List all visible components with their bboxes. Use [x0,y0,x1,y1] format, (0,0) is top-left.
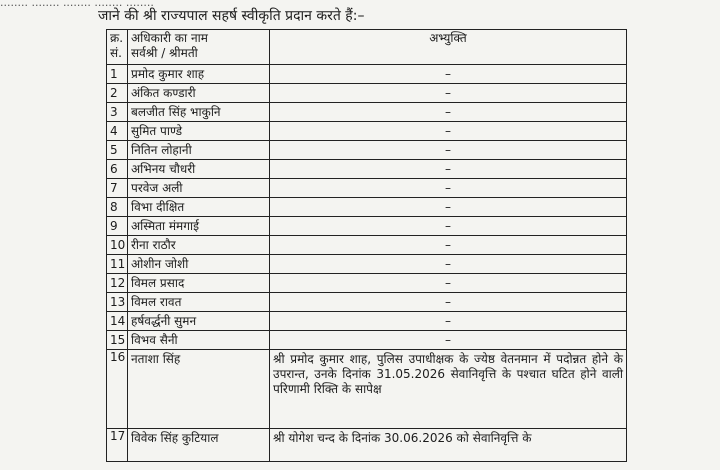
officer-name: विमल प्रसाद [128,274,270,293]
serial-no: 16 [107,350,128,429]
remark: – [270,84,627,103]
remark: – [270,160,627,179]
table-row [107,122,627,141]
table-row [107,350,627,429]
officer-name: ओशीन जोशी [128,255,270,274]
remark: – [270,293,627,312]
cut-off-top-line: ........ ........ ........ ........ ........ [0,0,154,9]
serial-no: 9 [107,217,128,236]
officer-table [106,29,627,462]
officer-name: विभा दीक्षित [128,198,270,217]
officer-name: हर्षवर्द्धनी सुमन [128,312,270,331]
header-serial-line1: क्र. [110,31,124,45]
serial-no: 11 [107,255,128,274]
officer-name: रीना राठौर [128,236,270,255]
officer-name: विमल रावत [128,293,270,312]
officer-name: नताशा सिंह [128,350,270,429]
officer-name: विवेक सिंह कुटियाल [128,429,270,462]
officer-name: सुमित पाण्डे [128,122,270,141]
serial-no: 2 [107,84,128,103]
table-row [107,429,627,462]
serial-no: 5 [107,141,128,160]
officer-name: अभिनय चौधरी [128,160,270,179]
remark: श्री योगेश चन्द के दिनांक 30.06.2026 को सेवानिवृत्ति के [270,429,627,462]
table-header-row [107,30,627,65]
remark: – [270,312,627,331]
serial-no: 14 [107,312,128,331]
table-row [107,274,627,293]
remark: – [270,217,627,236]
officer-name: बलजीत सिंह भाकुनि [128,103,270,122]
remark: – [270,274,627,293]
serial-no: 8 [107,198,128,217]
table-row [107,331,627,350]
header-name-line2: सर्वश्री / श्रीमती [131,46,198,60]
serial-no: 6 [107,160,128,179]
table-row [107,84,627,103]
table-row [107,65,627,84]
table-row [107,198,627,217]
officer-name: विभव सैनी [128,331,270,350]
remark: – [270,141,627,160]
table-row [107,293,627,312]
remark: – [270,236,627,255]
remark: श्री प्रमोद कुमार शाह, पुलिस उपाधीक्षक के ज्येष्ठ वेतनमान में पदोन्नत होने के उपरान्त, उनके दिनांक 31.05.2026 सेवानिवृत्ति के पश्चात घटित होने वाली परिणामी रिक्ति के सापेक्ष [270,350,627,429]
serial-no: 10 [107,236,128,255]
officer-name: अस्मिता मंमगाई [128,217,270,236]
header-serial-line2: सं. [110,46,122,60]
officer-name: नितिन लोहानी [128,141,270,160]
serial-no: 15 [107,331,128,350]
officer-name: अंकित कण्डारी [128,84,270,103]
table-row [107,312,627,331]
table-row [107,103,627,122]
serial-no: 17 [107,429,128,462]
serial-no: 12 [107,274,128,293]
table-row [107,160,627,179]
remark: – [270,65,627,84]
remark: – [270,122,627,141]
header-serial-no [107,30,128,65]
serial-no: 3 [107,103,128,122]
serial-no: 7 [107,179,128,198]
serial-no: 4 [107,122,128,141]
remark: – [270,255,627,274]
remark: – [270,198,627,217]
serial-no: 1 [107,65,128,84]
serial-no: 13 [107,293,128,312]
remark: – [270,179,627,198]
table-row [107,255,627,274]
header-remarks: अभ्युक्ति [270,30,627,65]
officer-name: परवेज अली [128,179,270,198]
table-row [107,236,627,255]
table-row [107,217,627,236]
header-officer-name [128,30,270,65]
header-name-line1: अधिकारी का नाम [131,31,208,45]
intro-text: जाने की श्री राज्यपाल सहर्ष स्वीकृति प्रदान करते हैं:– [98,8,365,24]
table-row [107,179,627,198]
remark: – [270,331,627,350]
table-row [107,141,627,160]
remark: – [270,103,627,122]
officer-name: प्रमोद कुमार शाह [128,65,270,84]
